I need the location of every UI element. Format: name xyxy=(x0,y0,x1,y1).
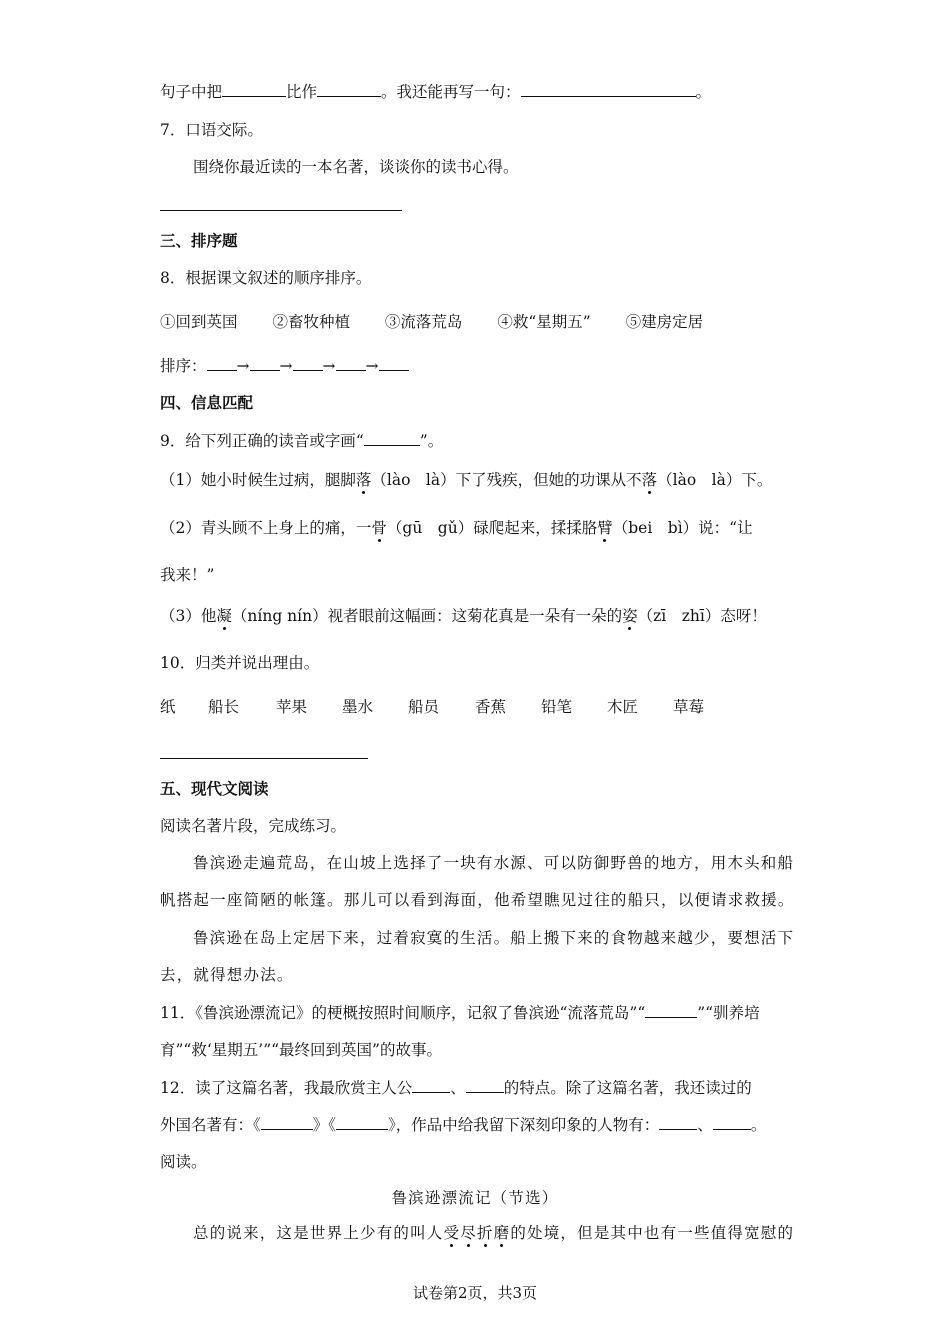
q9-sentence-2: （2）青头顾不上身上的痛，一骨（gū gǔ）碌爬起来，揉揉胳臂（bei bì）说：“让 xyxy=(160,519,753,537)
passage1-line: 帆搭起一座简陋的帐篷。那儿可以看到海面，他希望瞧见过往的船只，以便请求救援。 xyxy=(160,891,795,909)
q10-word: 铅笔 xyxy=(541,698,573,716)
q12-line-2: 外国名著有：《 》《 》，作品中给我留下深刻印象的人物有： 、 。 xyxy=(160,1116,767,1134)
emphasis-char: 骨 xyxy=(371,519,387,537)
emphasis-char: 姿 xyxy=(622,607,638,625)
section-4-heading: 四、信息匹配 xyxy=(160,393,254,412)
q12-line-3: 阅读。 xyxy=(160,1153,207,1171)
q8-options xyxy=(160,312,703,332)
q10-word: 苹果 xyxy=(276,698,308,716)
passage1-line: 鲁滨逊在岛上定居下来，过着寂寞的生活。船上搬下来的食物越来越少，要想活下 xyxy=(193,929,795,947)
q12-blank-1[interactable] xyxy=(412,1078,450,1093)
q10-title: 10．归类并说出理由。 xyxy=(160,654,320,672)
q10-word: 木匠 xyxy=(607,698,639,716)
q12-blank-2[interactable] xyxy=(466,1078,504,1093)
emphasis-char: 落 xyxy=(641,471,658,489)
q7-title: 7．口语交际。 xyxy=(160,121,263,139)
q12-blank-3[interactable] xyxy=(261,1115,313,1130)
q10-words xyxy=(160,697,704,717)
passage2-title: 鲁滨逊漂流记（节选） xyxy=(391,1189,559,1207)
passage1-line: 去，就得想办法。 xyxy=(160,966,294,984)
section-3-heading: 三、排序题 xyxy=(160,231,238,250)
q12-line-1: 12．读了这篇名著，我最欣赏主人公 、 的特点。除了这篇名著，我还读过的 xyxy=(160,1079,752,1097)
q10-word: 船员 xyxy=(408,698,440,716)
q12-blank-4[interactable] xyxy=(336,1115,388,1130)
q9-blank[interactable] xyxy=(364,431,420,446)
q8-option-5: ⑤建房定居 xyxy=(625,313,704,331)
section-5-heading: 五、现代文阅读 xyxy=(160,779,269,798)
q9-sentence-2-cont: 我来！” xyxy=(160,566,215,584)
q8-blank-5[interactable] xyxy=(379,356,409,371)
emphasis-char: 尽 xyxy=(460,1224,477,1242)
emphasis-char: 臂 xyxy=(597,519,613,537)
q10-word: 船长 xyxy=(208,698,240,716)
passage1-intro: 阅读名著片段，完成练习。 xyxy=(160,817,347,835)
q8-option-2: ②畜牧种植 xyxy=(272,313,350,331)
emphasis-char: 受 xyxy=(443,1224,461,1242)
q10-answer-line[interactable] xyxy=(160,758,368,759)
emphasis-char: 磨 xyxy=(493,1224,511,1242)
q8-blank-3[interactable] xyxy=(293,356,323,371)
q10-word: 墨水 xyxy=(342,698,374,716)
emphasis-char: 落 xyxy=(355,471,372,489)
q12-blank-6[interactable] xyxy=(713,1115,751,1130)
q10-word: 纸 xyxy=(160,698,176,716)
q6-blank-2[interactable] xyxy=(317,82,381,97)
q6-blank-1[interactable] xyxy=(222,82,286,97)
passage2-line-1: 总的说来，这是世界上少有的叫人受尽折磨的处境，但是其中也有一些值得宽慰的 xyxy=(193,1224,795,1242)
q8-title: 8．根据课文叙述的顺序排序。 xyxy=(160,269,372,287)
q8-blank-2[interactable] xyxy=(250,356,280,371)
passage1-line: 鲁滨逊走遍荒岛，在山坡上选择了一块有水源、可以防御野兽的地方，用木头和船 xyxy=(193,854,795,872)
q8-option-3: ③流落荒岛 xyxy=(384,313,463,331)
q8-blank-4[interactable] xyxy=(336,356,366,371)
q7-prompt: 围绕你最近读的一本名著，谈谈你的读书心得。 xyxy=(193,158,519,176)
q9-sentence-3: （3）他凝（níng nín）视者眼前这幅画：这菊花真是一朵有一朵的姿（zī zhī）态呀！ xyxy=(160,607,767,625)
q8-option-4: ④救“星期五” xyxy=(497,313,591,331)
q6-fill-line: 句子中把 比作 。我还能再写一句： 。 xyxy=(160,83,712,101)
q9-title: 9．给下列正确的读音或字画“ ”。 xyxy=(160,432,444,450)
q8-option-1: ①回到英国 xyxy=(160,313,238,331)
q8-order-line: 排序： → → → → xyxy=(160,356,409,376)
q11-blank[interactable] xyxy=(645,1003,697,1018)
emphasis-char: 凝 xyxy=(216,607,232,625)
q7-answer-line[interactable] xyxy=(160,210,402,211)
q10-word: 草莓 xyxy=(673,698,705,716)
q6-blank-3[interactable] xyxy=(521,82,696,97)
q9-sentence-1: （1）她小时候生过病，腿脚落（lào là）下了残疾，但她的功课从不落（lào là）下。 xyxy=(160,471,773,489)
q8-blank-1[interactable] xyxy=(207,356,237,371)
emphasis-char: 折 xyxy=(476,1224,494,1242)
q12-blank-5[interactable] xyxy=(659,1115,697,1130)
page-footer: 试卷第2页，共3页 xyxy=(412,1284,538,1302)
q10-word: 香蕉 xyxy=(475,698,507,716)
q11-line-2: 育”“救‘星期五’”“最终回到英国”的故事。 xyxy=(160,1041,442,1059)
q11-line-1: 11．《鲁滨逊漂流记》的梗概按照时间顺序，记叙了鲁滨逊“流落荒岛”“ ”“驯养培 xyxy=(160,1004,760,1022)
